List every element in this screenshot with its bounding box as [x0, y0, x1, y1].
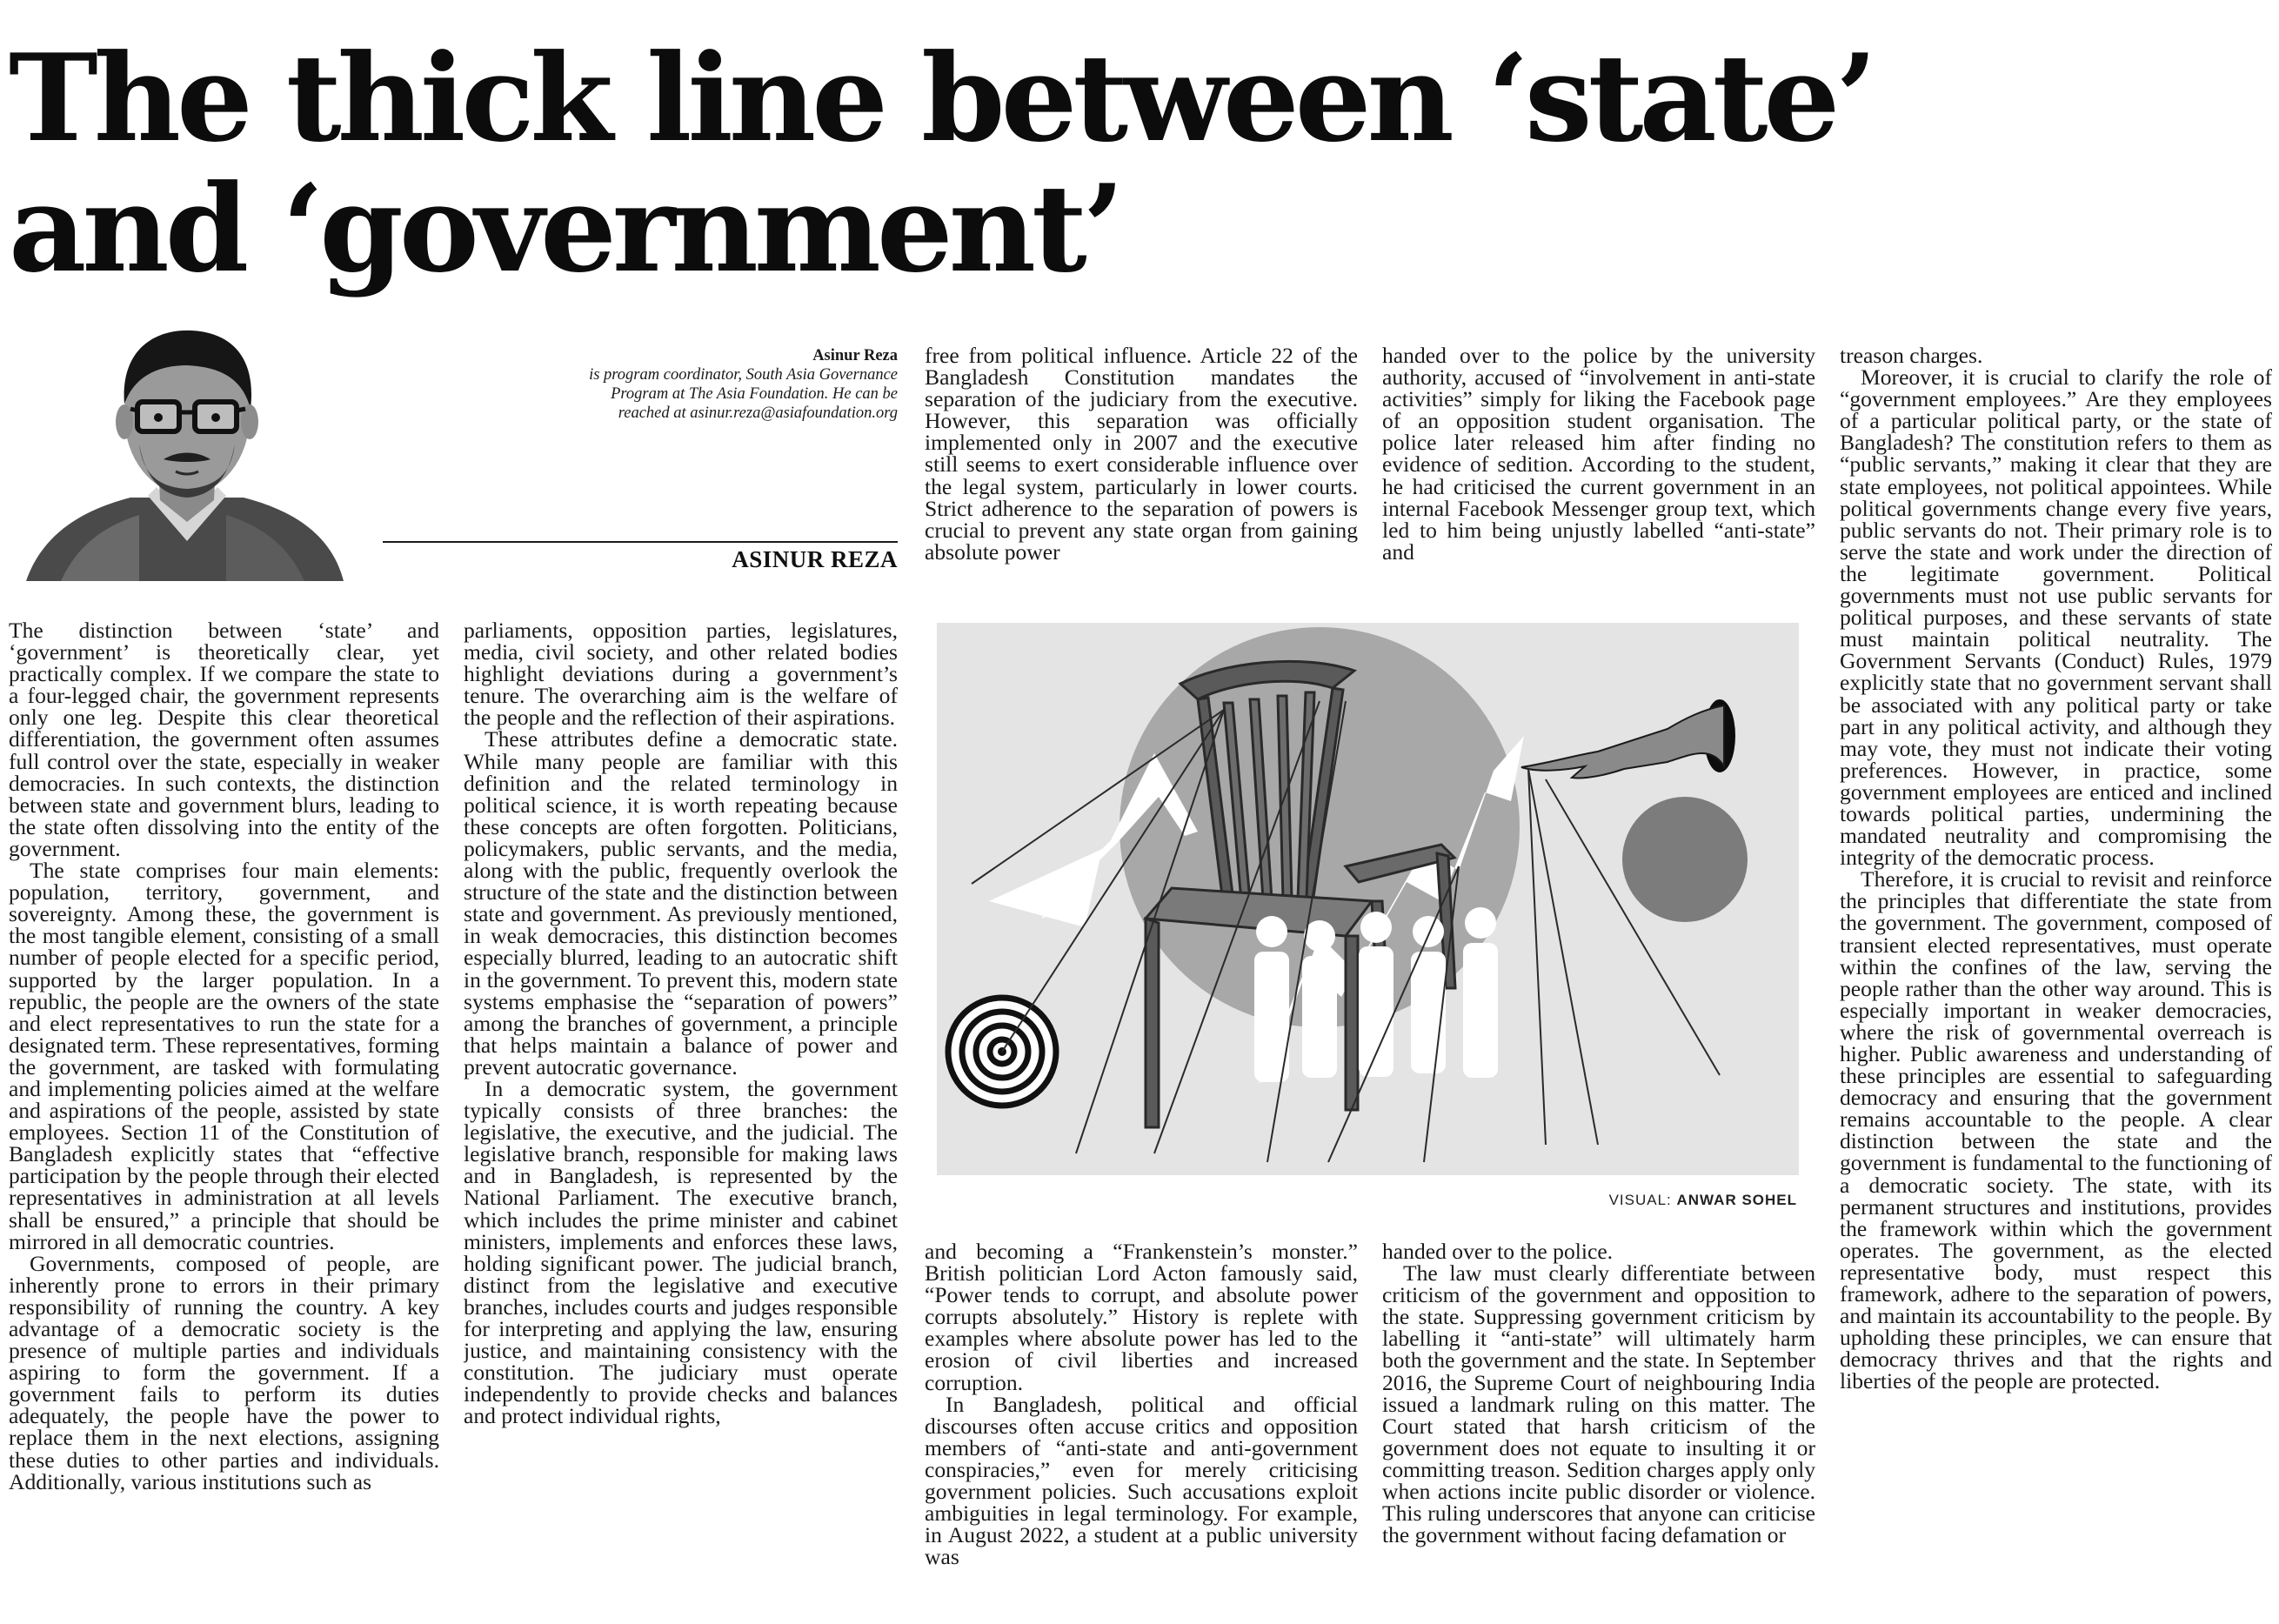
- column-4-top: [1382, 344, 1815, 571]
- paragraph: Moreover, it is crucial to clarify the role of “government employees.” Are they employees of a particular political party, or the state of Bangladesh? The constitution refers to them as “public servants,” making it clear that they are state employees, not political appointees. While political governments change every five years, public servants do not. Their primary role is to serve the state and work under the direction of the legitimate government. Political governments must not use public servants for political purposes, and these servants of state must maintain political neutrality. The Government Servants (Conduct) Rules, 1979 explicitly state that no government servant shall be associated with any political party or take part in any political activity, and although they may vote, they must not indicate their voting preferences. However, in practice, some government employees are enticed and inclined towards political parties, undermining the mandated neutrality and compromising the integrity of the democratic process.: [1840, 364, 2272, 871]
- paragraph: free from political influence. Article 22 of the Bangladesh Constitution mandates the separation of the judiciary from the executive. However, this separation was officially implemented only in 2007 and the executive still seems to exert considerable influence over the legal system, particularly in lower courts. Strict adherence to the separation of powers is crucial to prevent any state organ from gaining absolute power: [925, 344, 1358, 565]
- illustration-credit: [1305, 1192, 1797, 1209]
- paragraph: Therefore, it is crucial to revisit and reinforce the principles that differentiate the state from the government. The government, composed of transient elected representatives, must operate within the confines of the law, serving the people rather than the other way around. This is especially important in weaker democracies, where the risk of governmental overreach is higher. Public awareness and understanding of these principles are essential to safeguarding democracy and ensuring that the government remains accountable to the people. A clear distinction between the state and the government is fundamental to the functioning of a democratic society. The state, with its permanent structures and institutions, provides the framework within which the government operates. The government, as the elected representative body, must respect this framework, adhere to the separation of powers, and maintain its accountability to the people. By upholding these principles, we can ensure that democracy thrives and that the rights and liberties of the people are protected.: [1840, 866, 2272, 1394]
- paragraph: In Bangladesh, political and official discourses often accuse critics and opposition members of “anti-state and anti-government conspiracies,” even for merely criticising government policies. Such accusations exploit ambiguities in legal terminology. For example, in August 2022, a student at a public university was: [925, 1391, 1358, 1570]
- headline-line-1: The thick line between ‘state’: [9, 27, 1874, 169]
- paragraph: and becoming a “Frankenstein’s monster.” British politician Lord Acton famously said, “Power tends to corrupt, and absolute power corrupts absolutely.” History is replete with examples where absolute power has led to the erosion of civil liberties and increased corruption.: [925, 1240, 1358, 1395]
- paragraph: handed over to the police.: [1382, 1240, 1614, 1264]
- byline: ASINUR REZA: [732, 546, 898, 572]
- author-bio: [574, 346, 898, 423]
- credit-label: VISUAL:: [1608, 1192, 1672, 1208]
- paragraph: treason charges.: [1840, 344, 1983, 368]
- paragraph: In a democratic system, the government typically consists of three branches: the legislative, the executive, and the judicial. The legislative branch, responsible for making laws and in Bangladesh, is represented by the National Parliament. The executive branch, which includes the prime minister and cabinet ministers, implements and enforces these laws, holding significant power. The judicial branch, distinct from the legislative and executive branches, includes courts and judges responsible for interpreting and applying the law, ensuring justice, and maintaining consistency with the constitution. The judiciary must operate independently to provide checks and balances and protect individual rights,: [464, 1075, 898, 1429]
- author-description: is program coordinator, South Asia Governance Program at The Asia Foundation. He can be reached at asinur.reza@asiafoundation.org: [589, 366, 898, 422]
- paragraph: The state comprises four main elements: population, territory, government, and sovereignty. Among these, the government is the most tangible element, consisting of a small number of people elected for a specific period, supported by the larger population. In a republic, the people are the owners of the state and elect representatives to run the state for a designated term. These representatives, forming the government, are tasked with formulating and implementing policies aimed at the welfare and aspirations of the people, assisted by state employees. Section 11 of the Constitution of Bangladesh explicitly states that “effective participation by the people through their elected representatives in administration at all levels shall be ensured,” a principle that should be mirrored in all democratic countries.: [9, 858, 439, 1254]
- column-3-top: [925, 344, 1358, 571]
- column-2: [464, 619, 898, 1620]
- byline-rule: [383, 541, 898, 543]
- paragraph: handed over to the police by the university authority, accused of “involvement in anti-state activities” simply for liking the Facebook page of an opposition student organisation. The police later released him after finding no evidence of sedition. According to the student, he had criticised the current government in an internal Facebook Messenger group text, which led to him being unjustly labelled “anti-state” and: [1382, 344, 1815, 565]
- author-portrait-illustration: [9, 313, 357, 581]
- paragraph: The law must clearly differentiate between criticism of the government and opposition to the state. Suppressing government criticism by labelling it “anti-state” will ultimately harm both the government and the state. In September 2016, the Supreme Court of neighbouring India issued a landmark ruling on this matter. The Court stated that harsh criticism of the government does not equate to insulting it or committing treason. Sedition charges apply only when actions incite public disorder or violence. This ruling underscores that anyone can criticise the government without facing defamation or: [1382, 1260, 1815, 1548]
- paragraph: Governments, composed of people, are inherently prone to errors in their primary responsibility of running the country. A key advantage of a democratic society is the presence of multiple parties and individuals aspiring to form the government. If a government fails to perform its duties adequately, the people have the power to replace them in the next elections, assigning these duties to other parties and individuals. Additionally, various institutions such as: [9, 1250, 439, 1494]
- paragraph: parliaments, opposition parties, legislatures, media, civil society, and other related bodies highlight deviations during a government’s tenure. The overarching aim is the welfare of the people and the reflection of their aspirations.: [464, 619, 898, 731]
- column-5: [1840, 344, 2272, 1620]
- author-photo: [9, 313, 357, 581]
- headline-line-2: and ‘government’: [9, 157, 1120, 299]
- column-4-bottom: [1382, 1240, 1815, 1620]
- column-1: [9, 619, 439, 1620]
- chair-illustration: [937, 623, 1799, 1175]
- paragraph: The distinction between ‘state’ and ‘government’ is theoretically clear, yet practically complex. If we compare the state to a four-legged chair, the government represents only one leg. Despite this clear theoretical differentiation, the government often assumes full control over the state, especially in weaker democracies. In such contexts, the distinction between state and government blurs, leading to the state often dissolving into the entity of the government.: [9, 619, 439, 861]
- article-illustration: [937, 623, 1799, 1175]
- headline: [9, 27, 2253, 299]
- paragraph: These attributes define a democratic state. While many people are familiar with this definition and the related terminology in political science, it is worth repeating because these concepts are often forgotten. Politicians, policymakers, public servants, and the media, along with the public, frequently overlook the structure of the state and the distinction between state and government. As previously mentioned, in weak democracies, this distinction becomes especially blurred, leading to an autocratic shift in the government. To prevent this, modern state systems emphasise the “separation of powers” among the branches of government, a principle that helps maintain a balance of power and prevent autocratic governance.: [464, 726, 898, 1079]
- credit-name: ANWAR SOHEL: [1676, 1192, 1797, 1208]
- column-3-bottom: [925, 1240, 1358, 1620]
- author-name: Asinur Reza: [812, 347, 898, 364]
